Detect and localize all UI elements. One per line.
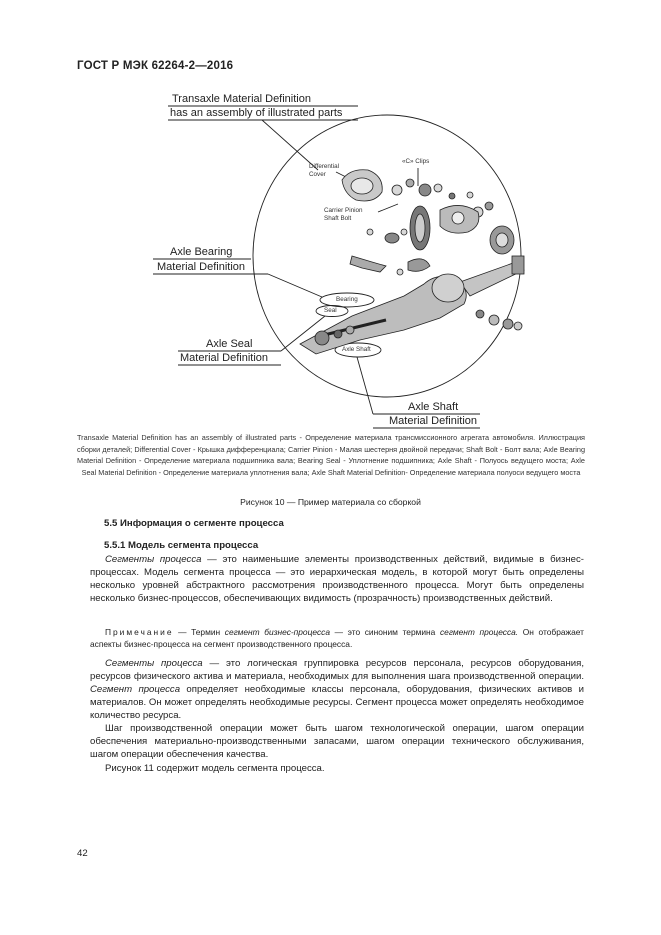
label-differential: Differential [309,163,339,170]
label-seal: Seal [324,307,337,314]
figure-transaxle [0,0,661,430]
paragraph-2 [90,657,584,722]
note-text-c: Он отображает аспекты бизнес-процесса на сегмент производственного процесса. [90,627,584,649]
label-cover: Cover [309,171,326,178]
callout-bearing-line2: Material Definition [157,261,246,273]
callout-transaxle-line1: Transaxle Material Definition [172,93,311,105]
term-process-segments: Сегменты процесса [105,554,202,565]
figure-caption: Рисунок 10 — Пример материала со сборкой [240,497,421,507]
label-c-clips: «С» Clips [402,158,430,165]
paragraph-1-text: — это наименьшие элементы производственных действий, видимые в бизнес-процессах. Модель сегмента процесса — это иерархическая модель, в которой могут быть определены несколько уровней абстрактного рассмотрения производственного процесса. Могут быть определены несколько бизнес-процессов, обеспечивающих видимость (прозрачность) производственных действий. [90,554,584,604]
paragraph-4 [90,762,584,775]
callout-transaxle-line2: has an assembly of illustrated parts [170,107,343,119]
page-number: 42 [77,848,88,859]
note [90,626,584,650]
callout-bearing-line1: Axle Bearing [170,246,233,258]
figure-legend: Transaxle Material Definition has an assembly of illustrated parts - Определение материала трансмиссионного агрегата автомобиля. Иллюстрация сборки деталей; Differential Cover - Крышка дифференциала; Carrier Pinion - Малая шестерня двойной передачи; Shaft Bolt - Болт вала; Axle Bearing Material Definition - Определение материала подшипника вала; Bearing Seal - Уплотнение подшипника; Axle Shaft - Полуось ведущего моста; Axle Seal Material Definition - Определение материала уплотнения вала; Axle Shaft Material Definition- Определение материала полуоси ведущего моста [77,433,585,477]
term-process-segments-2: Сегменты процесса [105,658,203,669]
label-bearing: Bearing [336,296,358,303]
note-term-1: сегмент бизнес-процесса [224,627,330,637]
callout-seal-line1: Axle Seal [206,338,253,350]
section-heading: 5.5 Информация о сегменте процесса [104,518,284,529]
note-term-2: сегмент процесса. [439,627,519,637]
term-process-segment: Сегмент процесса [90,684,181,695]
note-text-a: — Термин [173,627,225,637]
callout-shaft-line2: Material Definition [389,415,478,427]
label-shaft-bolt: Shaft Bolt [324,215,352,222]
label-axle-shaft: Axle Shaft [342,346,371,353]
paragraph-2-text-b: определяет необходимые классы персонала, оборудования, физических активов и материалов. Он может определять необходимые ресурсы. Сегмент процесса может определять необходимое количество ресурса. [90,684,584,721]
assembly-circle [253,115,521,397]
callout-shaft-line1: Axle Shaft [408,401,459,413]
page-header: ГОСТ Р МЭК 62264-2—2016 [77,60,234,72]
paragraph-3-text: Шаг производственной операции может быть шагом технологической операции, шагом операции обеспечения материально-производственными запасами, шагом операции технического обслуживания, шагом операции обеспечения качества. [90,723,584,760]
paragraph-2-text-a: — это логическая группировка ресурсов персонала, ресурсов оборудования, ресурсов физического актива и материала, необходимых для выполнения шага производственной операции. [90,658,585,682]
callout-seal-line2: Material Definition [180,352,269,364]
paragraph-1 [90,553,584,605]
paragraph-3 [90,722,584,761]
subsection-heading: 5.5.1 Модель сегмента процесса [104,540,259,551]
note-label: Примечание [105,627,174,637]
label-carrier-pinion: Carrier Pinion [324,207,363,214]
note-text-b: — это синоним термина [329,627,440,637]
paragraph-4-text: Рисунок 11 содержит модель сегмента процесса. [105,763,325,774]
